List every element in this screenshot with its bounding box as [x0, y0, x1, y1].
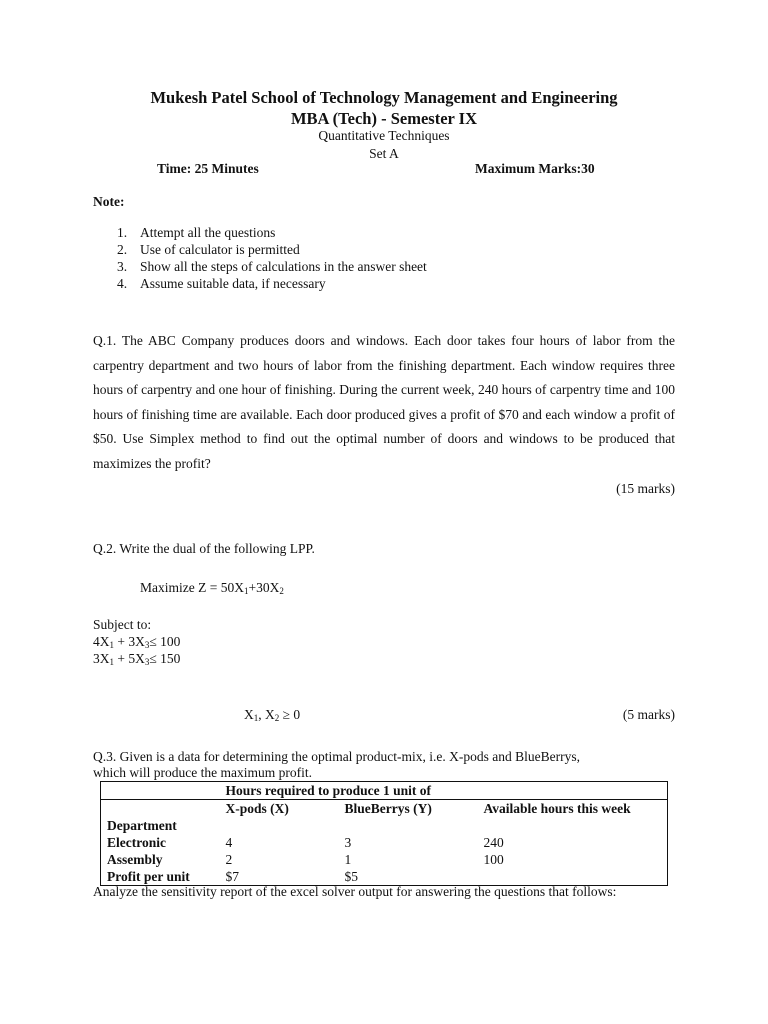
- note-item: 1. Attempt all the questions: [117, 225, 276, 240]
- row-label: Assembly: [107, 852, 163, 867]
- product-mix-table: [100, 781, 668, 886]
- non-negativity: $X_1$, $X_2 \ge 0$: [244, 707, 301, 723]
- max-marks-label: Maximum Marks:30: [475, 161, 595, 176]
- table-cell: $5: [344, 869, 358, 884]
- table-row: [101, 868, 668, 886]
- table-row: [101, 851, 668, 868]
- table-row: [101, 834, 668, 851]
- column-header: Available hours this week: [483, 801, 631, 816]
- constraint-2: $3X_1 + 5X_3\le 150$: [93, 651, 181, 667]
- row-label: Electronic: [107, 835, 166, 850]
- question-3-instruction: Analyze the sensitivity report of the excel solver output for answering the questions that follows:: [93, 884, 617, 899]
- table-row: [101, 817, 668, 834]
- question-2-text: Q.2. Write the dual of the following LPP.: [93, 541, 315, 556]
- table-header-row: [101, 800, 668, 818]
- question-3-intro-line-1: Q.3. Given is a data for determining the optimal product-mix, i.e. X-pods and BlueBerrys,: [93, 749, 581, 764]
- note-item: 2. Use of calculator is permitted: [117, 242, 300, 257]
- table-cell: 4: [225, 835, 233, 850]
- column-header: X-pods (X): [225, 801, 289, 816]
- row-label: Profit per unit: [107, 869, 190, 884]
- objective-function: Maximize $Z = 50X_1+30X_2$: [140, 580, 284, 596]
- table-cell: 240: [483, 835, 504, 850]
- note-list: [117, 224, 427, 292]
- table-title: Hours required to produce 1 unit of: [220, 782, 668, 800]
- subject-title: Quantitative Techniques: [318, 128, 450, 143]
- set-label: Set A: [369, 146, 399, 161]
- question-1-marks: (15 marks): [616, 480, 675, 496]
- constraint-1: $4X_1 + 3X_3\le 100$: [93, 634, 181, 650]
- time-label: Time: 25 Minutes: [157, 161, 259, 176]
- note-item: 3. Show all the steps of calculations in the answer sheet: [117, 259, 427, 274]
- table-title-row: [101, 782, 668, 800]
- table-cell: 1: [344, 852, 352, 867]
- column-header: BlueBerrys (Y): [344, 801, 432, 816]
- table-cell: 3: [344, 835, 352, 850]
- table-cell: [478, 868, 668, 886]
- question-3-intro-line-2: which will produce the maximum profit.: [93, 765, 312, 780]
- question-2-marks: (5 marks): [622, 707, 675, 722]
- note-item: 4. Assume suitable data, if necessary: [117, 276, 326, 291]
- table-cell: 2: [225, 852, 233, 867]
- program-title: MBA (Tech) - Semester IX: [290, 109, 478, 128]
- table-cell: $7: [225, 869, 239, 884]
- subject-to-label: Subject to:: [93, 617, 152, 632]
- question-1-text: Q.1. The ABC Company produces doors and windows. Each door takes four hours of labor from the carpentry department and two hours of labor from the finishing department. Each window requires three hours of carpentry and one hour of finishing. During the current week, 240 hours of carpentry time and 100 hours of finishing time are available. Each door produced gives a profit of $70 and each window a profit of $50. Use Simplex method to find out the optimal number of doors and windows to be produced that maximizes the profit?: [93, 333, 675, 471]
- school-title: Mukesh Patel School of Technology Management and Engineering: [150, 88, 618, 107]
- table-cell: 100: [483, 852, 504, 867]
- question-1: [93, 329, 675, 501]
- note-title: Note:: [93, 194, 125, 209]
- section-label: Department: [107, 818, 177, 833]
